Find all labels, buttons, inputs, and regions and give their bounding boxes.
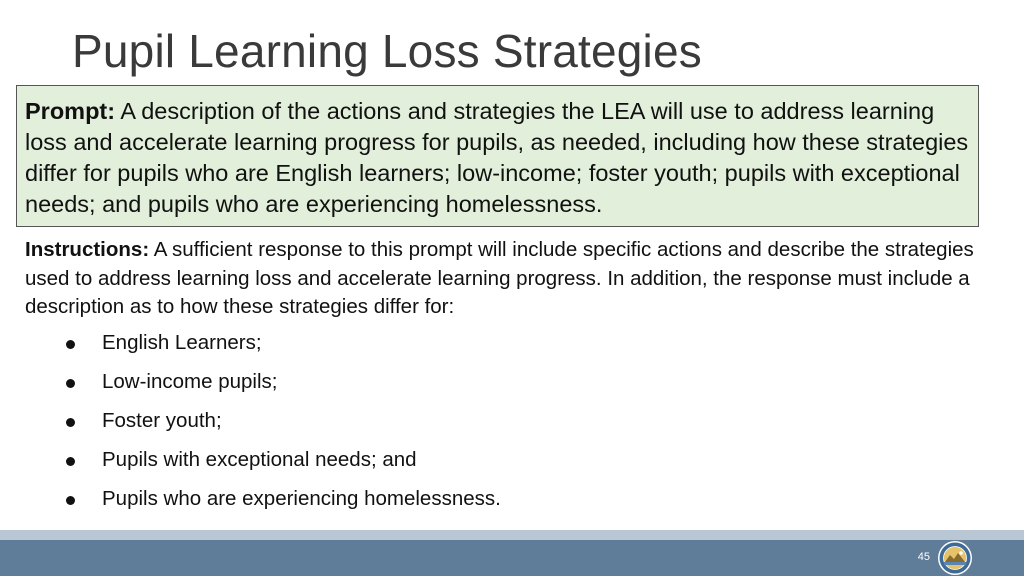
instructions-label: Instructions:: [25, 238, 150, 261]
bullet-dot-icon: [66, 496, 75, 505]
page-number: 45: [917, 551, 930, 563]
state-seal-icon: [937, 540, 973, 576]
bullet-text: Pupils who are experiencing homelessness.: [102, 487, 501, 510]
slide-title: Pupil Learning Loss Strategies: [72, 25, 702, 77]
instructions-text: A sufficient response to this prompt will include specific actions and describe the strategies used to address learning loss and accelerate learning progress. In addition, the response must include a description as to how these strategies differ for:: [25, 238, 974, 318]
list-item: [0, 484, 501, 523]
bullet-dot-icon: [66, 457, 75, 466]
list-item: [0, 328, 501, 367]
list-item: [0, 367, 501, 406]
instructions-paragraph: [25, 236, 1005, 322]
footer-strip: [0, 530, 1024, 540]
bullet-dot-icon: [66, 379, 75, 388]
bullet-text: Low-income pupils;: [102, 370, 278, 393]
prompt-text: A description of the actions and strategies the LEA will use to address learning loss and accelerate learning progress for pupils, as needed, including how these strategies differ for pupils who are English learners; low-income; foster youth; pupils with exceptional needs; and pupils who are experiencing homelessness.: [25, 98, 969, 217]
bullet-text: Pupils with exceptional needs; and: [102, 448, 417, 471]
bullet-dot-icon: [66, 340, 75, 349]
bullet-list: [0, 328, 501, 523]
prompt-box: [16, 85, 979, 227]
list-item: [0, 445, 501, 484]
list-item: [0, 406, 501, 445]
bullet-text: English Learners;: [102, 331, 262, 354]
bullet-text: Foster youth;: [102, 409, 222, 432]
prompt-label: Prompt:: [25, 98, 116, 124]
bullet-dot-icon: [66, 418, 75, 427]
footer-bar: [0, 540, 1024, 576]
